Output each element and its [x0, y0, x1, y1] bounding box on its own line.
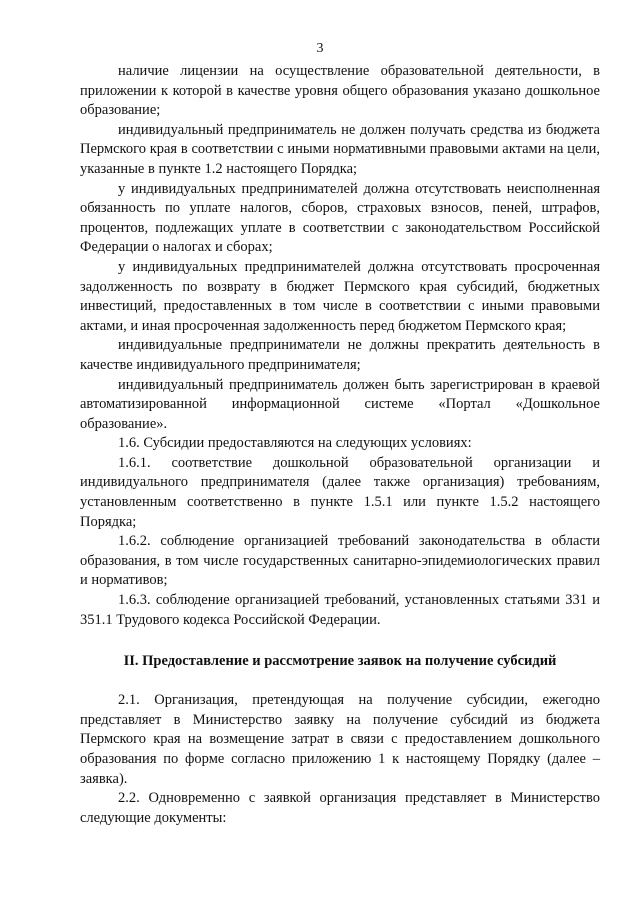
- document-body: [80, 62, 600, 828]
- page-number: 3: [316, 41, 324, 56]
- paragraph-license: наличие лицензии на осуществление образовательной деятельности, в приложении к которой в качестве уровня общего образования указано дошкольное образование;: [80, 63, 600, 119]
- paragraph-registered-portal: индивидуальный предприниматель должен быть зарегистрирован в краевой автоматизированной информационной системе «Портал «Дошкольное образование».: [80, 376, 600, 432]
- paragraph-no-tax-debt: у индивидуальных предпринимателей должна отсутствовать неисполненная обязанность по уплате налогов, сборов, страховых взносов, пеней, штрафов, процентов, подлежащих уплате в соответствии с законодательством Российской Федерации о налогах и сборах;: [80, 180, 600, 256]
- paragraph-2-2: 2.2. Одновременно с заявкой организация представляет в Министерство следующие документы:: [80, 790, 600, 826]
- paragraph-condition-1-6-3: 1.6.3. соблюдение организацией требований, установленных статьями 331 и 351.1 Трудового кодекса Российской Федерации.: [80, 592, 600, 628]
- paragraph-active-entrepreneur: индивидуальные предприниматели не должны прекратить деятельность в качестве индивидуального предпринимателя;: [80, 337, 600, 373]
- section-heading: II. Предоставление и рассмотрение заявок на получение субсидий: [123, 653, 557, 670]
- paragraph-condition-1-6-2: 1.6.2. соблюдение организацией требований законодательства в области образования, в том числе государственных санитарно-эпидемиологических правил и нормативов;: [80, 533, 600, 589]
- paragraph-condition-1-6-1: 1.6.1. соответствие дошкольной образовательной организации и индивидуального предпринимателя (далее также организация) требованиям, установленным соответственно в пункте 1.5.1 или пункте 1.5.2 настоящего Порядка;: [80, 454, 600, 530]
- paragraph-no-budget-debt: у индивидуальных предпринимателей должна отсутствовать просроченная задолженность по возврату в бюджет Пермского края субсидий, бюджетных инвестиций, предоставленных в том числе в соответствии с иными правовыми актами, и иная просроченная задолженность перед бюджетом Пермского края;: [80, 258, 600, 334]
- paragraph-no-other-funds: индивидуальный предприниматель не должен получать средства из бюджета Пермского края в соответствии с иными нормативными правовыми актами на цели, указанные в пункте 1.2 настоящего Порядка;: [80, 121, 600, 177]
- paragraph-2-1: 2.1. Организация, претендующая на получение субсидии, ежегодно представляет в Министерство заявку на получение субсидий из бюджета Пермского края на возмещение затрат в связи с предоставлением дошкольного образования по форме согласно приложению 1 к настоящему Порядку (далее – заявка).: [80, 692, 600, 787]
- paragraph-conditions-intro: 1.6. Субсидии предоставляются на следующих условиях:: [118, 435, 472, 452]
